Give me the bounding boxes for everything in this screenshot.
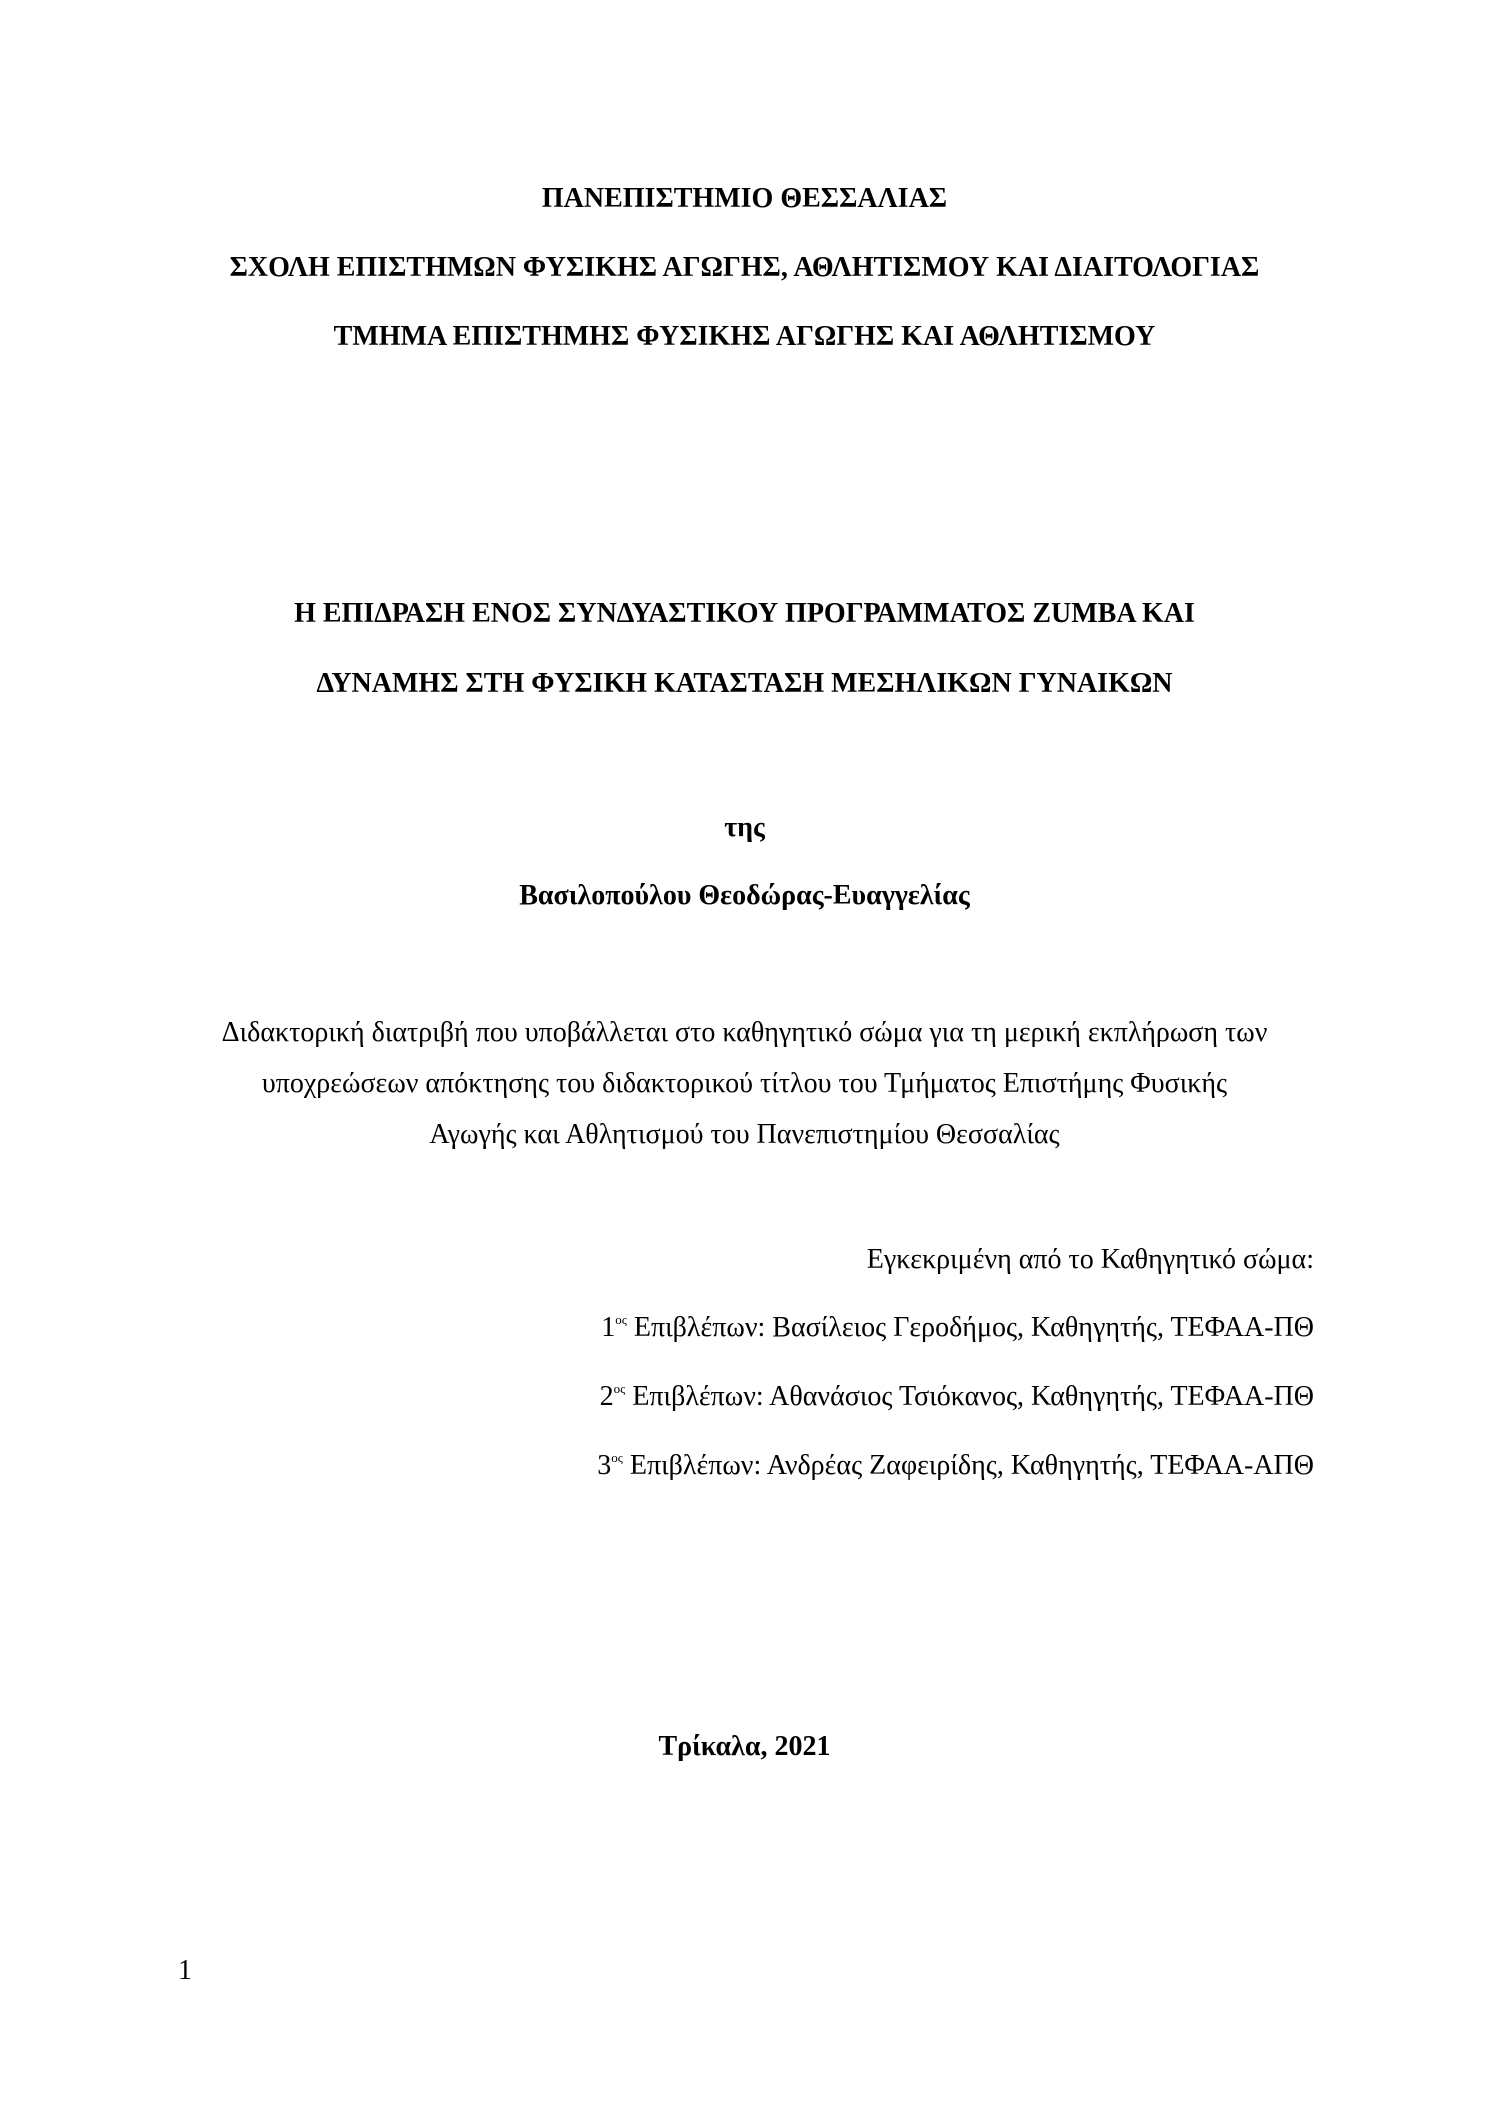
university-name: ΠΑΝΕΠΙΣΤΗΜΙΟ ΘΕΣΣΑΛΙΑΣ xyxy=(541,183,948,214)
committee-member-3 xyxy=(597,1450,1314,1482)
description-line-2: υποχρεώσεων απόκτησης του διδακτορικού τίτλου του Τμήματος Επιστήμης Φυσικής xyxy=(261,1068,1228,1099)
member-number: 1 xyxy=(601,1312,616,1343)
member-text: Επιβλέπων: Αθανάσιος Τσιόκανος, Καθηγητής, ΤΕΦΑΑ-ΠΘ xyxy=(625,1381,1314,1412)
description-line-1: Διδακτορική διατριβή που υποβάλλεται στο καθηγητικό σώμα για τη μερική εκπλήρωση των xyxy=(221,1017,1268,1048)
department-name: ΤΜΗΜΑ ΕΠΙΣΤΗΜΗΣ ΦΥΣΙΚΗΣ ΑΓΩΓΗΣ ΚΑΙ ΑΘΛΗΤΙΣΜΟΥ xyxy=(333,321,1156,352)
ordinal-suffix: ος xyxy=(615,1312,627,1327)
place-date: Τρίκαλα, 2021 xyxy=(658,1731,831,1762)
author-name: Βασιλοπούλου Θεοδώρας-Ευαγγελίας xyxy=(519,880,970,911)
committee-member-1 xyxy=(601,1312,1314,1344)
member-text: Επιβλέπων: Ανδρέας Ζαφειρίδης, Καθηγητής, ΤΕΦΑΑ-ΑΠΘ xyxy=(622,1450,1314,1481)
committee-heading: Εγκεκριμένη από το Καθηγητικό σώμα: xyxy=(866,1244,1314,1275)
member-number: 3 xyxy=(597,1450,612,1481)
ordinal-suffix: ος xyxy=(611,1450,623,1465)
ordinal-suffix: ος xyxy=(613,1381,626,1396)
member-number: 2 xyxy=(599,1381,614,1412)
committee-member-2 xyxy=(600,1381,1314,1413)
thesis-title-line-2: ΔΥΝΑΜΗΣ ΣΤΗ ΦΥΣΙΚΗ ΚΑΤΑΣΤΑΣΗ ΜΕΣΗΛΙΚΩΝ ΓΥΝΑΙΚΩΝ xyxy=(316,668,1173,699)
thesis-title-line-1: Η ΕΠΙΔΡΑΣΗ ΕΝΟΣ ΣΥΝΔΥΑΣΤΙΚΟΥ ΠΡΟΓΡΑΜΜΑΤΟΣ ZUMBA ΚΑΙ xyxy=(294,598,1195,629)
page-number: 1 xyxy=(178,1955,192,1986)
member-text: Επιβλέπων: Βασίλειος Γεροδήμος, Καθηγητής, ΤΕΦΑΑ-ΠΘ xyxy=(626,1312,1314,1343)
school-name: ΣΧΟΛΗ ΕΠΙΣΤΗΜΩΝ ΦΥΣΙΚΗΣ ΑΓΩΓΗΣ, ΑΘΛΗΤΙΣΜΟΥ ΚΑΙ ΔΙΑΙΤΟΛΟΓΙΑΣ xyxy=(229,252,1260,283)
description-line-3: Αγωγής και Αθλητισμού του Πανεπιστημίου Θεσσαλίας xyxy=(429,1119,1060,1150)
author-prefix: της xyxy=(724,812,765,843)
